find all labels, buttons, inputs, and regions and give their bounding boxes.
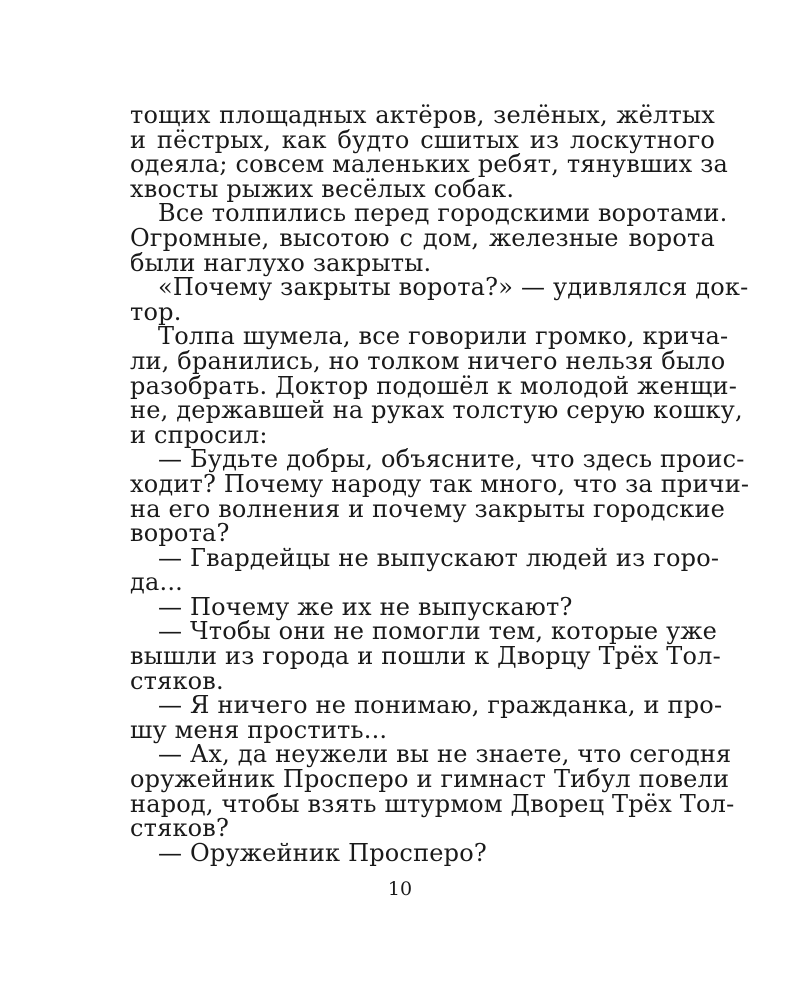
text-line: — Я ничего не понимаю, гражданка, и про- <box>158 691 723 720</box>
text-line: — Чтобы они не помогли тем, которые уже <box>158 617 718 646</box>
text-line: — Будьте добры, объясните, что здесь проис- <box>158 445 745 474</box>
page-number: 10 <box>387 878 413 900</box>
text-line: разобрать. Доктор подошёл к молодой женщи- <box>130 371 738 400</box>
text-line: были наглухо закрыты. <box>130 248 432 277</box>
text-line: — Гвардейцы не выпускают людей из горо- <box>158 543 720 572</box>
text-line: тор. <box>130 297 182 326</box>
text-line: стяков. <box>130 666 224 695</box>
text-line: тощих площадных актёров, зелёных, жёлтых <box>130 101 715 129</box>
text-line: не, державшей на руках толстую серую кошку, <box>130 396 743 425</box>
text-line: шу меня простить... <box>130 715 388 744</box>
text-line: «Почему закрыты ворота?» — удивлялся док- <box>158 273 749 302</box>
text-line: и пёстрых, как будто сшитых из лоскутного <box>130 125 715 154</box>
text-line: ворота? <box>130 519 230 548</box>
body-text <box>130 101 750 867</box>
text-line: — Ах, да неужели вы не знаете, что сегодня <box>158 740 732 769</box>
text-line: Толпа шумела, все говорили громко, крича- <box>158 322 729 351</box>
text-line: Огромные, высотою с дом, железные ворота <box>130 223 715 252</box>
text-line: — Оружейник Просперо? <box>158 838 487 867</box>
text-line: ходит? Почему народу так много, что за причи- <box>130 469 750 498</box>
text-line: хвосты рыжих весёлых собак. <box>130 174 515 203</box>
text-line: на его волнения и почему закрыты городские <box>130 494 726 523</box>
text-line: народ, чтобы взять штурмом Дворец Трёх Тол- <box>130 789 735 818</box>
text-line: оружейник Просперо и гимнаст Тибул повели <box>130 765 730 794</box>
text-line: и спросил: <box>130 420 268 449</box>
text-line: Все толпились перед городскими воротами. <box>158 199 728 228</box>
text-line: стяков? <box>130 814 230 843</box>
text-line: да... <box>130 568 183 597</box>
text-line: — Почему же их не выпускают? <box>158 592 573 621</box>
text-line: одеяла; совсем маленьких ребят, тянувших за <box>130 150 729 179</box>
text-line: вышли из города и пошли к Дворцу Трёх Тол- <box>130 642 721 671</box>
text-line: ли, бранились, но толком ничего нельзя было <box>130 346 726 375</box>
